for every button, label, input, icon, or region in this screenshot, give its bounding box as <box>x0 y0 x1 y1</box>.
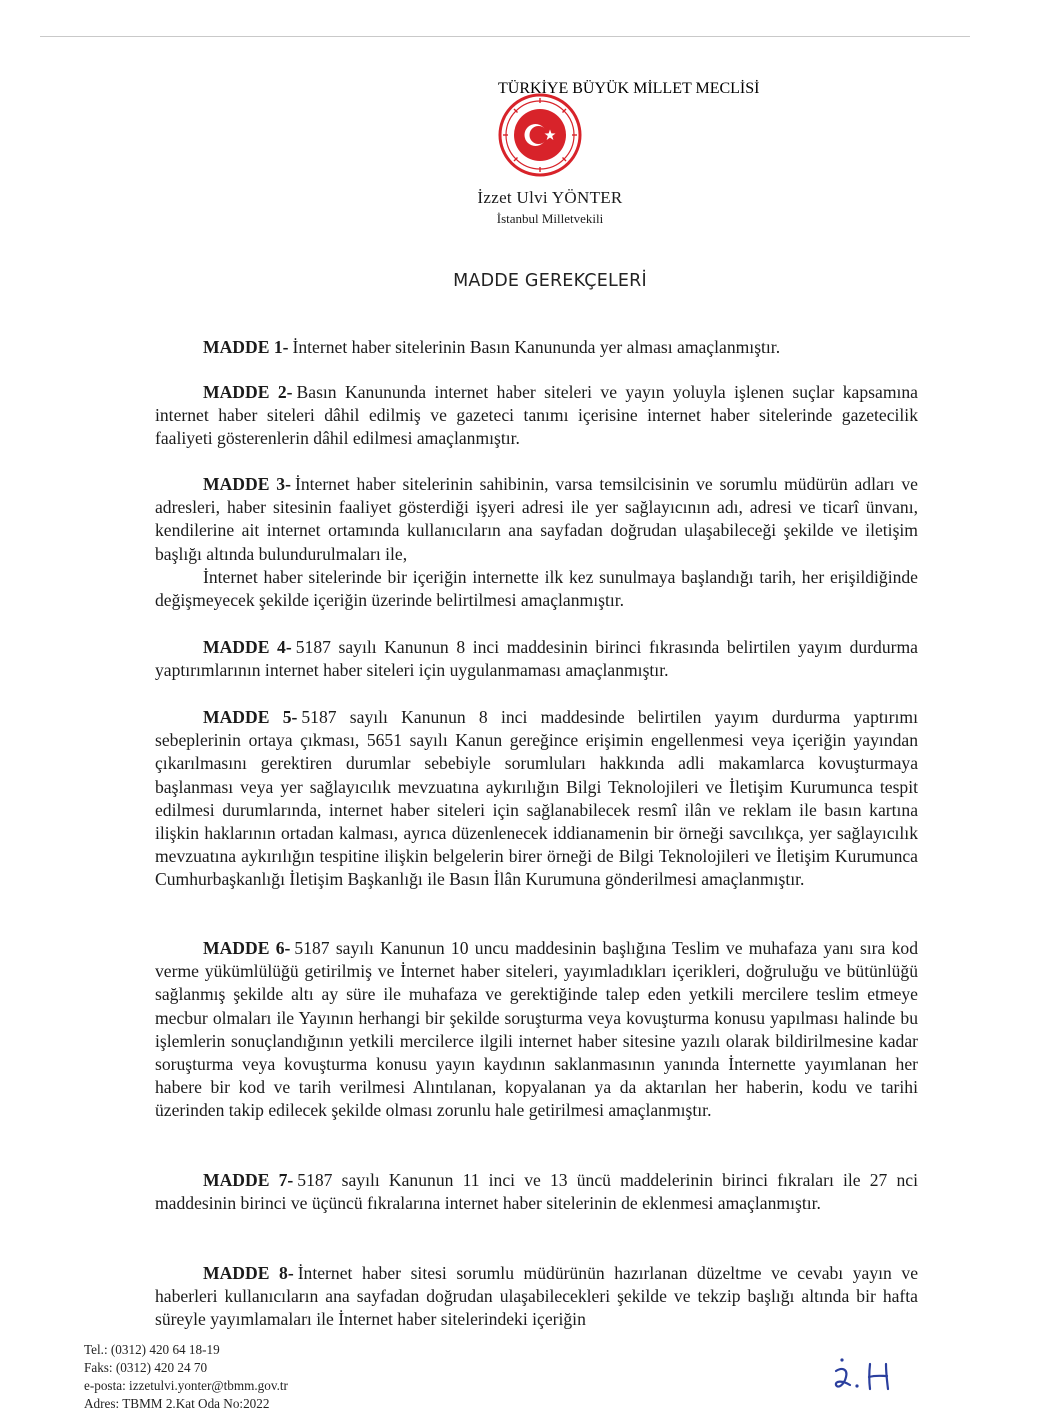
article-label: MADDE 3- <box>203 474 291 494</box>
footer-email: e-posta: izzetulvi.yonter@tbmm.gov.tr <box>84 1378 288 1393</box>
article-label: MADDE 6- <box>203 938 291 958</box>
article-label: MADDE 8- <box>203 1263 294 1283</box>
article-text: İnternet haber sitelerinin Basın Kanununda yer alması amaçlanmıştır. <box>292 337 781 357</box>
article-6 <box>155 937 918 1123</box>
article-5 <box>155 706 918 892</box>
handwritten-initials-icon <box>830 1355 910 1395</box>
sender-name: İzzet Ulvi YÖNTER <box>477 188 623 207</box>
article-7 <box>155 1169 918 1215</box>
article-label: MADDE 1- <box>203 337 289 357</box>
sender-role: İstanbul Milletvekili <box>496 211 604 226</box>
article-3 <box>155 473 918 612</box>
top-rule <box>40 36 970 37</box>
article-text: 5187 sayılı Kanunun 11 inci ve 13 üncü maddelerinin birinci fıkraları ile 27 nci maddesinin birinci ve üçüncü fıkralarına internet haber sitelerinin de eklenmesi amaçlanmıştır. <box>155 1170 918 1214</box>
article-text: 5187 sayılı Kanunun 10 uncu maddesinin başlığına Teslim ve muhafaza yanı sıra kod verme yükümlülüğü getirilmiş ve İnternet haber siteleri, yayımladıkları içerikleri, doğruluğu ve bütünlüğü sağlanmış şekilde altı ay süre ile muhafaza ve gerektiğinde talep eden yetkili mercilere teslim etmeye mecbur olmaları ile Yayının herhangi bir şekilde soruşturma veya kovuşturma konusu yapılması halinde bu işlemlerin sonuçlandığının yetkili mercilerce ilgili internet haber sitesine yazılı olarak bildirilmesine kadar soruşturma veya kovuşturma konusu yayın kaydının saklanmasının yanında İnternette yayımlanan her habere bir kod ve tarih verilmesi Alıntılanan, kopyalanan ya da aktarılan her haberin, kodu ve tarihi üzerinden takip edilecek şekilde olması zorunlu hale getirilmesi amaçlanmıştır. <box>155 938 918 1121</box>
parliament-seal-icon <box>498 80 760 177</box>
article-4 <box>155 636 918 682</box>
article-text: İnternet haber sitelerinde bir içeriğin internette ilk kez sunulmaya başlandığı tarih, her erişildiğinde değişmeyecek şekilde içeriğin üzerinde belirtilmesi amaçlanmıştır. <box>155 566 918 611</box>
footer-fax: Faks: (0312) 420 24 70 <box>84 1360 208 1375</box>
seal-text: TÜRKİYE BÜYÜK MİLLET MECLİSİ <box>498 80 760 97</box>
article-8 <box>155 1262 918 1332</box>
article-text: İnternet haber sitesi sorumlu müdürünün hazırlanan düzeltme ve cevabı yayın ve haberleri kullanıcıların ana sayfadan doğrudan ulaşabilecekleri şekilde ve tekzip başlığı altında bir hafta süreyle yayımlamaları ile İnternet haber sitelerindeki içeriğin <box>155 1263 919 1330</box>
contact-footer <box>84 1341 288 1413</box>
article-text: 5187 sayılı Kanunun 8 inci maddesinin birinci fıkrasında belirtilen yayım durdurma yaptırımlarının internet haber siteleri için uygulanmaması amaçlanmıştır. <box>155 637 918 681</box>
article-label: MADDE 4- <box>203 637 292 657</box>
article-label: MADDE 5- <box>203 707 298 727</box>
article-1 <box>155 336 918 359</box>
article-text: İnternet haber sitelerinin sahibinin, varsa temsilcisinin ve sorumlu müdürün adları ve adresleri, haber sitesinin faaliyet gösterdiği işyeri adresi ile yer sağlayıcının adı, adresi ve ticarî ünvanı, kendilerine ait internet ortamında kullanıcıların ana sayfadan doğrudan ulaşabileceği şekilde ve iletişim başlığı altında bulundurulmaları ile, <box>155 474 918 564</box>
article-2 <box>155 381 918 451</box>
article-label: MADDE 2- <box>203 382 293 402</box>
article-text: 5187 sayılı Kanunun 8 inci maddesinde belirtilen yayım durdurma yaptırımı sebeplerinin ortaya çıkması, 5651 sayılı Kanun gereğince erişimin engellenmesi veya içeriğin yayından çıkarılmasını gerektiren durumlar sebebiyle sorumluları hakkında adli makamlarca kovuşturmaya başlanması veya yer sağlayıcılık mevzuatına aykırılığın Bilgi Teknolojileri ve İletişim Kurumunca tespit edilmesi durumlarında, internet haber siteleri için sağlanabilecek resmî ilân ve reklam ile basın kartına ilişkin haklarının ortadan kalması, ayrıca düzenlenecek iddianamenin bir örneği savcılıkça, yer sağlayıcılık mevzuatına aykırılığın tespitine ilişkin belgelerin birer örneği de Bilgi Teknolojileri ve İletişim Kurumunca Cumhurbaşkanlığı İletişim Başkanlığı ile Basın İlân Kurumuna gönderilmesi amaçlanmıştır. <box>155 707 918 890</box>
article-label: MADDE 7- <box>203 1170 294 1190</box>
footer-phone: Tel.: (0312) 420 64 18-19 <box>84 1342 220 1357</box>
footer-address: Adres: TBMM 2.Kat Oda No:2022 <box>84 1396 270 1411</box>
page-title: MADDE GEREKÇELERİ <box>453 271 647 291</box>
article-text: Basın Kanununda internet haber siteleri ve yayın yoluyla işlenen suçlar kapsamına internet haber siteleri dâhil edilmiş ve gazeteci tanımı içerisine internet haber sitelerinde gazetecilik faaliyeti gösterenlerin dâhil edilmesi amaçlanmıştır. <box>155 382 918 449</box>
